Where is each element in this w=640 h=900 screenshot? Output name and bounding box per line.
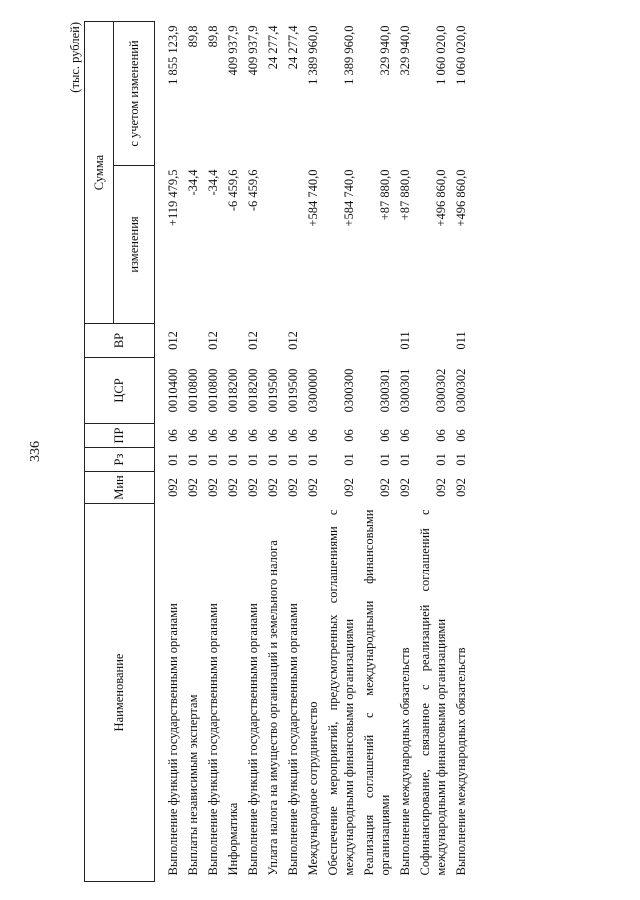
cell-pr: 06 — [186, 429, 200, 442]
cell-total: 24 277,4 — [266, 25, 280, 70]
cell-rz: 01 — [226, 453, 240, 466]
cell-csr: 0010800 — [206, 368, 220, 413]
table-row — [415, 22, 451, 882]
cell-name: Уплата налога на имущество организаций и земельного налога — [266, 540, 280, 876]
cell-name: Выполнение функций государственными органами — [286, 603, 300, 876]
header-rz: Рз — [85, 448, 155, 472]
cell-vr: 012 — [246, 331, 260, 350]
cell-pr: 06 — [266, 429, 280, 442]
cell-vr: 012 — [166, 331, 180, 350]
cell-rz: 01 — [342, 453, 356, 466]
cell-change: +119 479,5 — [166, 169, 180, 227]
cell-total: 1 855 123,9 — [166, 25, 180, 85]
cell-csr: 0018200 — [226, 368, 240, 413]
cell-rz: 01 — [434, 453, 448, 466]
cell-csr: 0010800 — [186, 368, 200, 413]
cell-total: 329 940,0 — [378, 25, 392, 76]
cell-total: 1 060 020,0 — [454, 25, 468, 85]
cell-csr: 0019500 — [286, 368, 300, 413]
cell-pr: 06 — [378, 429, 392, 442]
table-body — [155, 22, 472, 882]
cell-pr: 06 — [286, 429, 300, 442]
table-row — [183, 22, 203, 882]
cell-total: 409 937,9 — [226, 25, 240, 76]
header-min: Мин — [85, 472, 155, 504]
cell-change — [283, 166, 303, 324]
cell-rz: 01 — [286, 453, 300, 466]
table-row — [203, 22, 223, 882]
cell-name: Выполнение функций государственными органами — [166, 603, 180, 876]
cell-name: Выполнение функций государственными органами — [246, 603, 260, 876]
cell-name: Информатика — [226, 802, 240, 876]
cell-pr: 06 — [166, 429, 180, 442]
cell-min: 092 — [206, 478, 220, 497]
cell-pr: 06 — [206, 429, 220, 442]
table-row — [323, 22, 359, 882]
header-csr: ЦСР — [85, 358, 155, 424]
cell-change: +496 860,0 — [434, 169, 448, 227]
cell-vr: 011 — [398, 331, 412, 350]
cell-rz: 01 — [166, 453, 180, 466]
cell-pr: 06 — [226, 429, 240, 442]
cell-total: 409 937,9 — [246, 25, 260, 76]
cell-rz: 01 — [378, 453, 392, 466]
cell-change: +584 740,0 — [306, 169, 320, 227]
cell-rz: 01 — [398, 453, 412, 466]
cell-change: +496 860,0 — [454, 169, 468, 227]
cell-name: Софинансирование, связанное с реализацией соглашений с международными финансовыми организациями — [418, 509, 448, 876]
cell-pr: 06 — [454, 429, 468, 442]
header-name: Наименование — [85, 504, 155, 882]
cell-change: +87 880,0 — [398, 169, 412, 221]
cell-total: 1 389 960,0 — [306, 25, 320, 85]
cell-pr: 06 — [398, 429, 412, 442]
cell-total: 1 389 960,0 — [342, 25, 356, 85]
cell-csr: 0300302 — [454, 368, 468, 413]
cell-change — [263, 166, 283, 324]
cell-pr: 06 — [434, 429, 448, 442]
cell-total: 89,8 — [186, 25, 200, 48]
page-number: 336 — [28, 441, 43, 462]
cell-vr — [263, 324, 283, 358]
cell-vr — [223, 324, 243, 358]
units-label: (тыс. рублей) — [68, 22, 82, 93]
cell-name: Выполнение международных обязательств — [454, 647, 468, 876]
cell-total: 24 277,4 — [286, 25, 300, 70]
table-row — [359, 22, 395, 882]
cell-csr: 0300000 — [306, 368, 320, 413]
header-sum: Сумма — [85, 22, 114, 324]
cell-total: 329 940,0 — [398, 25, 412, 76]
cell-csr: 0300302 — [434, 368, 448, 413]
table-row — [263, 22, 283, 882]
cell-min: 092 — [186, 478, 200, 497]
cell-pr: 06 — [306, 429, 320, 442]
cell-vr — [303, 324, 323, 358]
cell-vr: 012 — [206, 331, 220, 350]
cell-min: 092 — [166, 478, 180, 497]
cell-vr — [323, 324, 359, 358]
cell-vr — [359, 324, 395, 358]
cell-total: 1 060 020,0 — [434, 25, 448, 85]
cell-name: Международное сотрудничество — [306, 701, 320, 876]
cell-csr: 0300300 — [342, 368, 356, 413]
table-row — [163, 22, 183, 882]
cell-min: 092 — [454, 478, 468, 497]
cell-change: -6 459,6 — [226, 169, 240, 212]
cell-vr — [415, 324, 451, 358]
cell-vr: 012 — [286, 331, 300, 350]
cell-rz: 01 — [246, 453, 260, 466]
cell-min: 092 — [434, 478, 448, 497]
cell-csr: 0010400 — [166, 368, 180, 413]
cell-min: 092 — [398, 478, 412, 497]
cell-min: 092 — [306, 478, 320, 497]
cell-csr: 0300301 — [378, 368, 392, 413]
cell-min: 092 — [286, 478, 300, 497]
cell-name: Обеспечение мероприятий, предусмотренных соглашениями с международными финансовыми организациями — [326, 509, 356, 876]
cell-min: 092 — [246, 478, 260, 497]
table-row — [451, 22, 471, 882]
cell-name: Выплаты независимым экспертам — [186, 694, 200, 876]
table-row — [283, 22, 303, 882]
cell-min: 092 — [378, 478, 392, 497]
header-total: с учетом изменений — [114, 22, 155, 166]
cell-vr: 011 — [454, 331, 468, 350]
table-row — [243, 22, 263, 882]
cell-name: Выполнение функций государственными органами — [206, 603, 220, 876]
cell-change: +584 740,0 — [342, 169, 356, 227]
rotated-table-page — [60, 22, 580, 882]
cell-csr: 0019500 — [266, 368, 280, 413]
cell-pr: 06 — [342, 429, 356, 442]
cell-change: -34,4 — [186, 169, 200, 196]
cell-vr — [183, 324, 203, 358]
cell-csr: 0018200 — [246, 368, 260, 413]
table-row — [395, 22, 415, 882]
cell-total: 89,8 — [206, 25, 220, 48]
cell-change: -6 459,6 — [246, 169, 260, 212]
cell-change: -34,4 — [206, 169, 220, 196]
cell-rz: 01 — [266, 453, 280, 466]
cell-pr: 06 — [246, 429, 260, 442]
table-row — [223, 22, 243, 882]
cell-name: Выполнение международных обязательств — [398, 647, 412, 876]
header-vr: ВР — [85, 324, 155, 358]
budget-table — [84, 21, 471, 882]
cell-rz: 01 — [454, 453, 468, 466]
cell-name: Реализация соглашений с международными финансовыми организациями — [362, 509, 392, 876]
table-row — [303, 22, 323, 882]
table-header — [85, 22, 155, 882]
cell-min: 092 — [342, 478, 356, 497]
cell-rz: 01 — [186, 453, 200, 466]
cell-min: 092 — [226, 478, 240, 497]
cell-min: 092 — [266, 478, 280, 497]
cell-csr: 0300301 — [398, 368, 412, 413]
header-pr: ПР — [85, 424, 155, 448]
header-change: изменения — [114, 166, 155, 324]
cell-change: +87 880,0 — [378, 169, 392, 221]
cell-rz: 01 — [306, 453, 320, 466]
cell-rz: 01 — [206, 453, 220, 466]
